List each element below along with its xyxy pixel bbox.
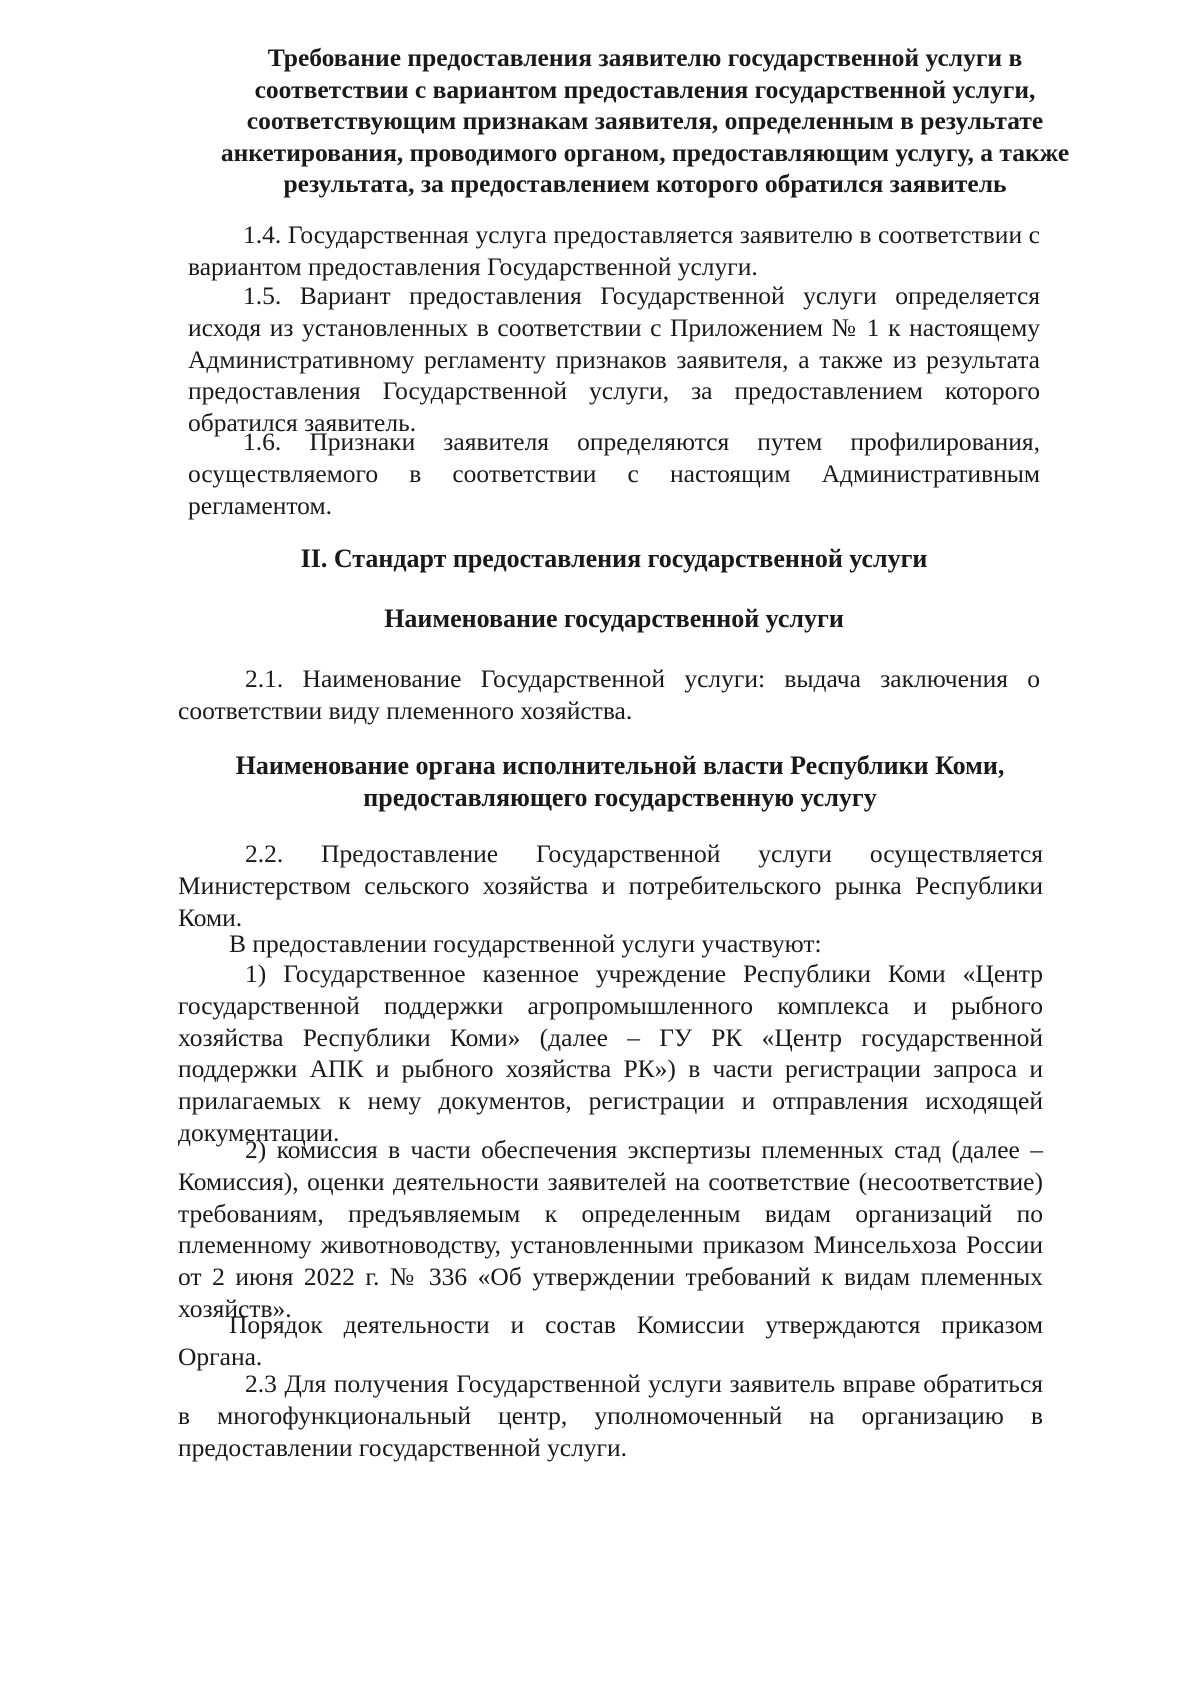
section-2-title: II. Стандарт предоставления государственной услуги: [300, 544, 928, 573]
paragraph-participants: В предоставлении государственной услуги участвуют:: [229, 929, 822, 958]
paragraph-item-1: 1) Государственное казенное учреждение Республики Коми «Центр государственной поддержки агропромышленного комплекса и рыбного хозяйства Республики Коми» (далее – ГУ РК «Центр государственной поддержки АПК и рыбного хозяйства РК») в части регистрации запроса и прилагаемых к нему документов, регистрации и отправления исходящей документации.: [178, 959, 1043, 1147]
paragraph-1-5: 1.5. Вариант предоставления Государственной услуги определяется исходя из установленных в соответствии с Приложением № 1 к настоящему Административному регламенту признаков заявителя, а также из результата предоставления Государственной услуги, за предоставлением которого обратился заявитель.: [188, 281, 1040, 438]
paragraph-item-2: 2) комиссия в части обеспечения экспертизы племенных стад (далее – Комиссия), оценки деятельности заявителей на соответствие (несоответствие) требованиям, предъявляемым к определенным видам организаций по племенному животноводству, установленными приказом Минсельхоза России от 2 июня 2022 г. № 336 «Об утверждении требований к видам племенных хозяйств».: [178, 1135, 1043, 1323]
paragraph-2-1: 2.1. Наименование Государственной услуги: выдача заключения о соответствии виду племенного хозяйства.: [178, 664, 1040, 725]
paragraph-procedure: Порядок деятельности и состав Комиссии утверждаются приказом Органа.: [178, 1310, 1043, 1371]
heading-service-name: Наименование государственной услуги: [384, 604, 844, 633]
heading-requirement: Требование предоставления заявителю государственной услуги в соответствии с вариантом предоставления государственной услуги, соответствующим признакам заявителя, определенным в результате анкетирования, проводимого органом, предоставляющим услугу, а также результата, за предоставлением которого обратился заявитель: [220, 43, 1070, 198]
heading-authority: Наименование органа исполнительной власти Республики Коми, предоставляющего государственную услугу: [235, 751, 1005, 812]
paragraph-1-4: 1.4. Государственная услуга предоставляется заявителю в соответствии с вариантом предоставления Государственной услуги.: [188, 220, 1040, 281]
paragraph-1-6: 1.6. Признаки заявителя определяются путем профилирования, осуществляемого в соответствии с настоящим Административным регламентом.: [188, 427, 1040, 520]
paragraph-2-2: 2.2. Предоставление Государственной услуги осуществляется Министерством сельского хозяйства и потребительского рынка Республики Коми.: [178, 839, 1043, 932]
paragraph-2-3: 2.3 Для получения Государственной услуги заявитель вправе обратиться в многофункциональный центр, уполномоченный на организацию в предоставлении государственной услуги.: [178, 1369, 1043, 1462]
